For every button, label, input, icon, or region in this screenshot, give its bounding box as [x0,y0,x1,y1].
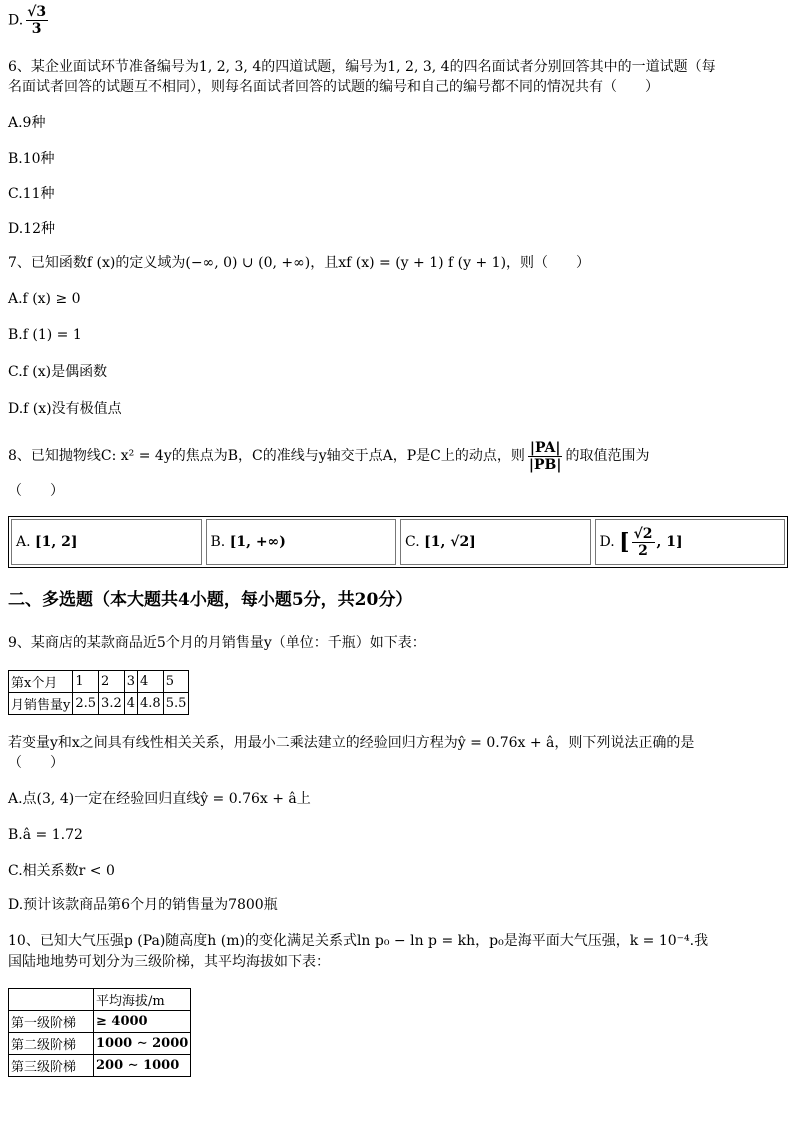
q9-text-line1: 若变量y和x之间具有线性相关关系，用最小二乘法建立的经验回归方程为ŷ = 0.76x + â，则下列说法正确的是 [8,735,695,751]
q9-text-line2: （ ） [8,755,64,771]
q6-option-c: C.11种 [8,186,55,202]
table-row: 月销售量y 2.5 3.2 4 4.8 5.5 [9,693,189,715]
q6-stem-line1: 6、某企业面试环节准备编号为1, 2, 3, 4的四道试题，编号为1, 2, 3, 4的四名面试者分别回答其中的一道试题（每 [8,59,716,75]
q6-option-b: B.10种 [8,151,55,167]
q9-option-a: A.点(3, 4)一定在经验回归直线ŷ = 0.76x + â上 [8,791,311,807]
q7-option-d: D.f (x)没有极值点 [8,401,122,417]
q6-option-a: A.9种 [8,115,46,131]
q8-option-b: B. [1, +∞) [206,519,397,565]
table-row: 第一级阶梯 ≥ 4000 [9,1011,191,1033]
q6-stem-line2: 名面试者回答的试题互不相同），则每名面试者回答的试题的编号和自己的编号都不同的情况共有（ ） [8,79,659,95]
q7-option-b: B.f (1) = 1 [8,327,82,343]
section-heading: 二、多选题（本大题共4小题，每小题5分，共20分） [8,590,413,610]
q8-paren: （ ） [8,483,64,499]
table-row: 平均海拔/m [9,989,191,1011]
q9-option-d: D.预计该款商品第6个月的销售量为7800瓶 [8,897,278,913]
q8-options-table [8,516,788,568]
q6-option-d: D.12种 [8,221,55,237]
q9-option-c: C.相关系数r < 0 [8,863,115,879]
q5-option-d [8,4,50,37]
fraction-pa-pb: $\frac{|PA|}{|PB|}$ [528,439,562,473]
q10-altitude-table [8,988,191,1077]
q10-stem-line1: 10、已知大气压强p (Pa)随高度h (m)的变化满足关系式ln p₀ − ln p = kh，p₀是海平面大气压强，k = 10⁻⁴.我 [8,933,709,949]
q8-option-a: A. [1, 2] [11,519,202,565]
option-label: D. [8,12,24,29]
q9-stem: 9、某商店的某款商品近5个月的月销售量y（单位：千瓶）如下表： [8,635,426,651]
fraction: $\frac{√3}{3}$ [27,4,47,37]
q7-stem: 7、已知函数f (x)的定义域为(−∞, 0) ∪ (0, +∞)，且xf (x) = (y + 1) f (y + 1)，则（ ） [8,255,591,271]
table-row: 第二级阶梯 1000 ∼ 2000 [9,1033,191,1055]
q9-data-table [8,670,189,715]
q8-option-c: C. [1, √2] [400,519,591,565]
q8-stem: 8、已知抛物线C: x² = 4y的焦点为B，C的准线与y轴交于点A，P是C上的动点，则 $\frac{|PA|}{|PB|}$ 的取值范围为 [8,439,650,473]
fraction: $\frac{√2}{2}$ [633,525,653,559]
table-row: 第x个月 1 2 3 4 5 [9,671,189,693]
q7-option-c: C.f (x)是偶函数 [8,364,108,380]
q8-option-d: D. [ $\frac{√2}{2}$ , 1] [595,519,786,565]
q10-stem-line2: 国陆地地势可划分为三级阶梯，其平均海拔如下表： [8,954,330,970]
table-row: 第三级阶梯 200 ∼ 1000 [9,1055,191,1077]
q9-option-b: B.â = 1.72 [8,827,83,843]
q7-option-a: A.f (x) ≥ 0 [8,291,81,307]
